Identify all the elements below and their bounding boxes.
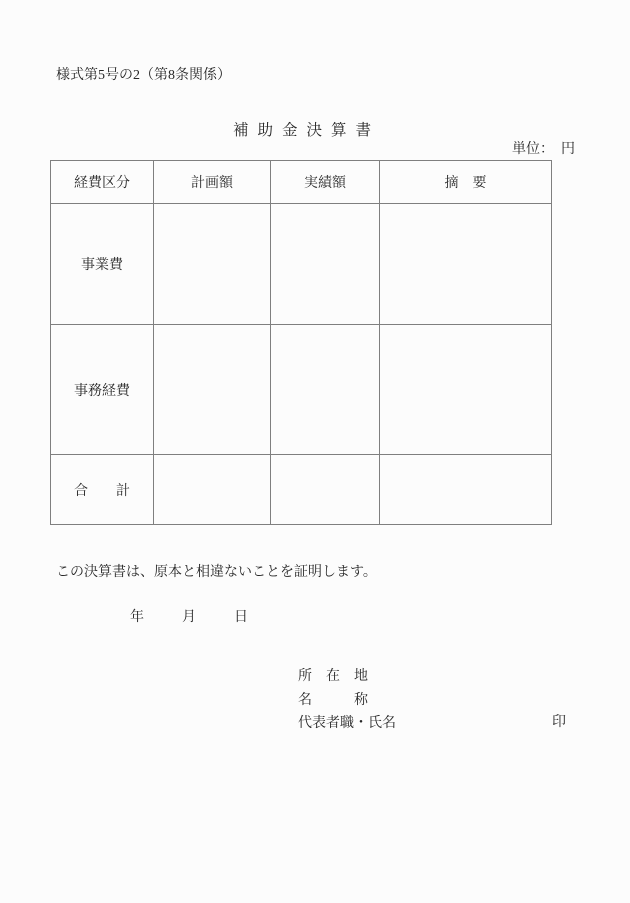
form-number: 様式第5号の2（第8条関係） (56, 68, 231, 83)
document-title: 補助金決算書 (233, 122, 381, 139)
seal-mark: 印 (552, 715, 566, 730)
cell-actual-empty (271, 325, 380, 455)
cell-actual-empty (271, 455, 380, 525)
cell-remarks-empty (380, 325, 552, 455)
cell-actual-empty (271, 204, 380, 325)
header-expense-category: 経費区分 (51, 161, 154, 204)
header-actual-amount: 実績額 (271, 161, 380, 204)
cell-remarks-empty (380, 204, 552, 325)
header-remarks: 摘 要 (380, 161, 552, 204)
table-row-total (51, 455, 552, 525)
cell-planned-empty (154, 455, 271, 525)
table-row-administrative-expenses (51, 325, 552, 455)
header-planned-amount: 計画額 (154, 161, 271, 204)
table-header-row (51, 161, 552, 204)
table-row-project-expenses (51, 204, 552, 325)
cell-planned-empty (154, 204, 271, 325)
address-label: 所 在 地 (298, 669, 368, 684)
representative-label: 代表者職・氏名 (298, 716, 396, 731)
signature-block (298, 665, 396, 736)
unit-label: 単位： 円 (512, 142, 575, 157)
certification-text: この決算書は、原本と相違ないことを証明します。 (56, 565, 377, 580)
date-line: 年月日 (130, 610, 286, 625)
name-label: 名 称 (298, 692, 368, 708)
row-label-project-expenses: 事業費 (51, 204, 154, 325)
row-label-total: 合 計 (51, 455, 154, 525)
row-label-administrative-expenses: 事務経費 (51, 325, 154, 455)
cell-remarks-empty (380, 455, 552, 525)
expense-table (50, 160, 552, 525)
cell-planned-empty (154, 325, 271, 455)
